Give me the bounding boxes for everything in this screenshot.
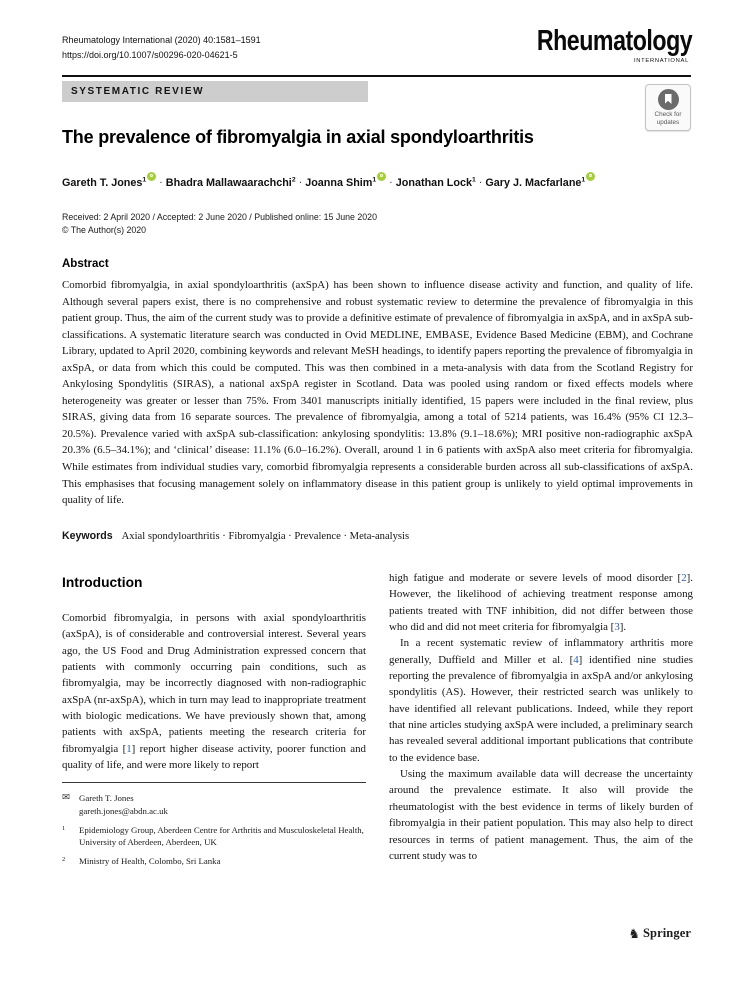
- affiliation-list: [62, 824, 366, 868]
- affiliation: 2 Ministry of Health, Colombo, Sri Lanka: [62, 856, 221, 867]
- journal-logo-name: Rheumatology: [536, 25, 692, 57]
- author-name: Gary J. Macfarlane$^1$: [485, 176, 586, 189]
- abstract-heading: Abstract: [62, 258, 109, 270]
- section-heading-introduction: Introduction: [62, 575, 143, 590]
- bookmark-icon: [665, 94, 672, 104]
- affiliation: 1 Epidemiology Group, Aberdeen Centre for Arthritis and Musculoskeletal Health, University of Aberdeen, Aberdeen, UK: [62, 824, 364, 848]
- correspondence: [62, 792, 366, 816]
- right-column: [389, 570, 693, 867]
- publisher-logo: [628, 926, 691, 941]
- header-divider: [62, 75, 691, 77]
- author-separator: ·: [156, 176, 166, 189]
- article-type-banner: SYSTEMATIC REVIEW: [62, 81, 368, 102]
- bookmark-circle-icon: [658, 89, 679, 110]
- footnote-block: [62, 782, 366, 867]
- keywords-text: Axial spondyloarthritis · Fibromyalgia · Prevalence · Meta-analysis: [121, 531, 410, 542]
- page-title: The prevalence of fibromyalgia in axial spondyloarthritis: [62, 127, 534, 147]
- author-name: Joanna Shim$^1$: [305, 176, 377, 189]
- author-list: [62, 172, 694, 189]
- correspondence-email[interactable]: gareth.jones@abdn.ac.uk: [79, 805, 168, 816]
- orcid-icon[interactable]: [147, 172, 156, 181]
- abstract-text: Comorbid fibromyalgia, in axial spondyloarthritis (axSpA) has been shown to influence disease activity and function, and quality of life. Although several papers exist, there is no comprehensive and robust systematic review to determine the prevalence of fibromyalgia in this patient group. Thus, the aim of the current study was to provide a definitive estimate of prevalence of fibromyalgia in axSpA, and in axSpA sub-classifications. A systematic literature search was conducted in Ovid MEDLINE, EMBASE, Evidence Based Medicine (EBM), and Cochrane Library, updated to April 2020, combining keywords and relevant MeSH headings, to identify papers reporting the prevalence of fibromyalgia in axSpA, or data from which this could be computed. This was then combined in a meta-analysis with data from the Scotland Registry for Ankylosing Spondylitis (SIRAS), a national axSpA register in Scotland. Data was pooled using random or fixed effects models where heterogeneity was greater or lesser than 75%. From 3401 manuscripts initially identified, 15 papers were included in the final review, plus SIRAS, giving data from 16 separate sources. The prevalence of fibromyalgia, among a total of 5214 patients, was 16.4% (95% CI 12.3–20.5%). Prevalence varied with axSpA sub-classification: ankylosing spondylitis: 13.8% (9.1–18.6%); MRI positive non-radiographic axSpA 20.3% (6.5–34.1%); and ‘clinical’ disease: 11.1% (6.0–16.2%). Overall, around 1 in 6 patients with axSpA also meet criteria for fibromyalgia. While estimates from individual studies vary, comorbid fibromyalgia represents a considerable burden across all sub-classifications of axSpA. This emphasises that focusing management solely on inflammatory disease in this patient group is unlikely to yield optimal improvements in quality of life.: [62, 279, 693, 507]
- received-accepted-line: Received: 2 April 2020 / Accepted: 2 June 2020 / Published online: 15 June 2020: [62, 212, 377, 222]
- springer-horse-icon: ♞: [628, 926, 640, 941]
- update-badge-label-line1: Check for: [654, 111, 682, 118]
- keywords-line: [62, 530, 693, 542]
- update-badge-label-line2: updates: [656, 118, 680, 126]
- envelope-icon: ✉: [62, 793, 70, 804]
- left-column: [62, 570, 366, 867]
- journal-citation: Rheumatology International (2020) 40:1581–1591: [62, 35, 261, 45]
- correspondence-name: Gareth T. Jones: [79, 793, 134, 804]
- citation-ref[interactable]: 4: [573, 653, 579, 666]
- author-separator: ·: [475, 176, 486, 189]
- citation-ref[interactable]: 2: [681, 572, 687, 584]
- body-columns: [62, 570, 693, 867]
- author-name: Gareth T. Jones$^1$: [62, 176, 147, 189]
- orcid-icon[interactable]: [377, 172, 386, 181]
- citation-ref[interactable]: 3: [614, 621, 620, 634]
- article-history: [62, 211, 377, 236]
- doi-link[interactable]: https://doi.org/10.1007/s00296-020-04621-5: [62, 50, 238, 60]
- intro-paragraph-right-2: In a recent systematic review of inflammatory arthritis more generally, Duffield and Miller et al. [4] identified nine studies reporting the prevalence of fibromyalgia in axSpA and/or ankylosing spondylitis (AS). However, their restricted search was unlikely to have identified all relevant publications. Indeed, while they report that nine articles studying axSpA were included, a preliminary search has revealed several additional important publications that contribute to the evidence base.: [389, 637, 693, 764]
- author-separator: ·: [295, 176, 306, 189]
- author-name: Bhadra Mallawaarachchi$^2$: [165, 176, 296, 189]
- journal-logo-subtitle: INTERNATIONAL: [633, 58, 689, 64]
- citation-ref[interactable]: 1: [126, 742, 132, 755]
- publisher-name: Springer: [642, 926, 691, 940]
- correspondence-details: [79, 792, 366, 816]
- header-meta: [62, 33, 261, 63]
- copyright-line: © The Author(s) 2020: [62, 224, 147, 235]
- orcid-icon[interactable]: [586, 172, 595, 181]
- intro-paragraph-right-3: Using the maximum available data will decrease the uncertainty around the prevalence estimate. It also will provide the rheumatologist with the best evidence in terms of likely burden of fibromyalgia in their patient population. This may also help to direct resources in terms of patient management. Thus, the aim of the current study was to: [389, 768, 693, 862]
- intro-paragraph-left: Comorbid fibromyalgia, in persons with axial spondyloarthritis (axSpA), is of considerable and controversial interest. Several years ago, the US Food and Drug Administration expressed concern that patients with commonly occurring pain conditions, such as fibromyalgia, may be incorrectly diagnosed with non-radiographic axSpA (nr-axSpA), which in turn may lead to inappropriate treatment with biologic medications. We have previously shown that, among patients with axSpA, patients meeting the research criteria for fibromyalgia [1] report higher disease activity, poorer function and quality of life, and were more likely to report: [62, 612, 367, 772]
- journal-logo: [498, 26, 692, 64]
- keywords-label: Keywords: [62, 530, 113, 542]
- intro-paragraph-right-1: high fatigue and moderate or severe levels of mood disorder [2]. However, the likelihood of achieving treatment response among patients treated with TNF inhibition, did not differ between those who did and did not meet criteria for fibromyalgia [3].: [389, 572, 693, 634]
- author-name: Jonathan Lock$^1$: [395, 176, 476, 189]
- check-for-updates-badge[interactable]: [645, 84, 691, 131]
- author-separator: ·: [386, 176, 396, 189]
